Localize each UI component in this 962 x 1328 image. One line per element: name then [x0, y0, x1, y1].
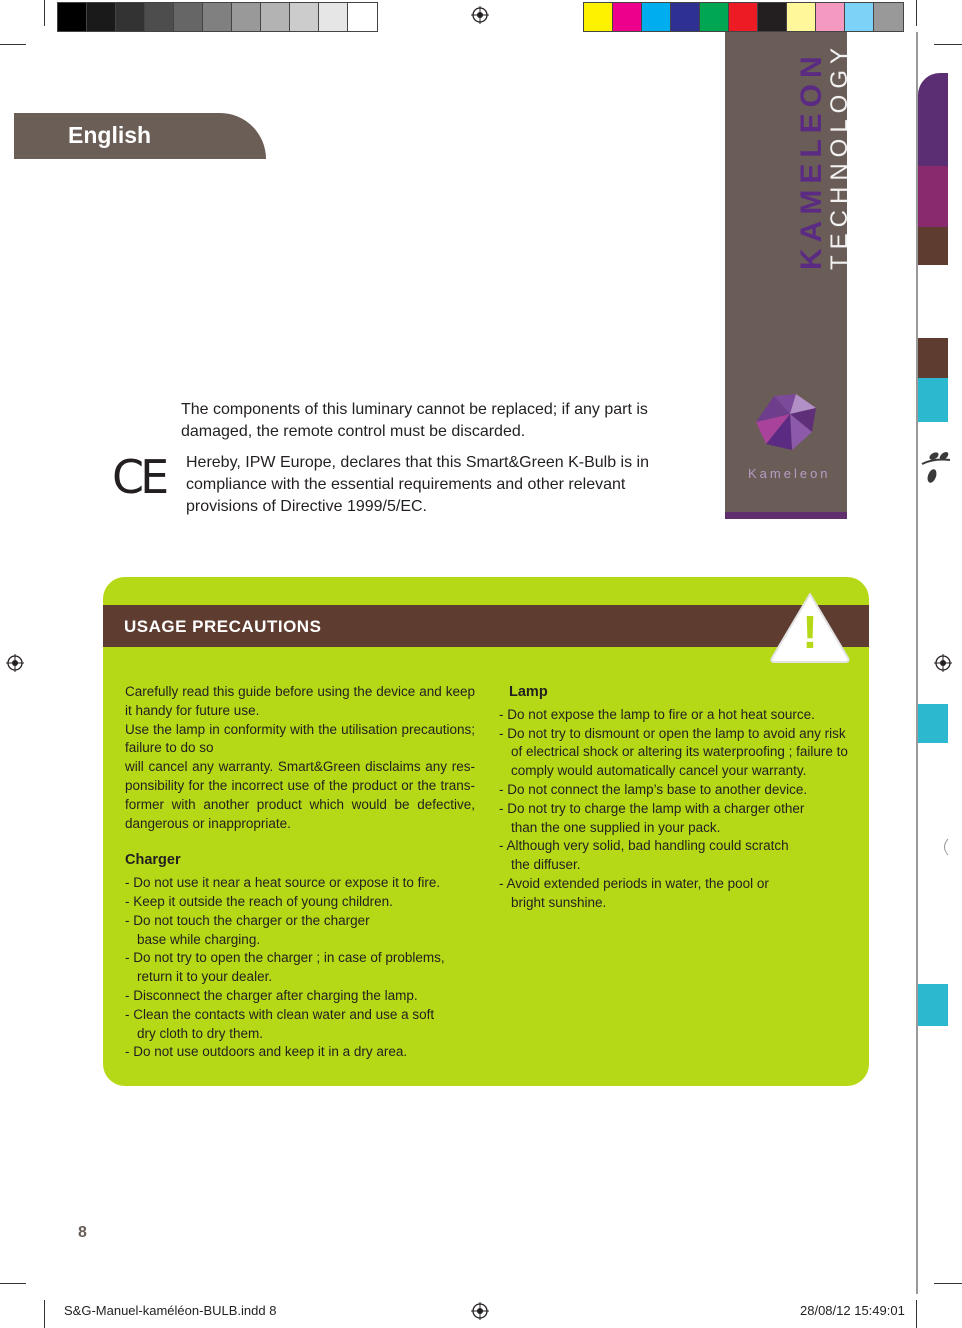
warning-triangle-icon: [768, 590, 852, 664]
list-item: - Do not expose the lamp to fire or a hot heat source.: [499, 706, 815, 722]
list-item: - Do not touch the charger or the charger base while charging.: [125, 912, 370, 947]
lamp-heading: Lamp: [509, 684, 548, 700]
print-timestamp: 28/08/12 15:49:01: [800, 1303, 905, 1318]
list-item: - Clean the contacts with clean water and use a soft dry cloth to dry them.: [125, 1006, 435, 1041]
intro-line: Carefully read this guide before using the device and keep it handy for future use.: [125, 684, 475, 718]
brand-logo-label: Kameleon: [748, 466, 831, 481]
brand-tagline: TECHNOLOGY: [826, 41, 853, 270]
crop-mark: [44, 1300, 45, 1328]
color-swatch: [87, 3, 116, 31]
color-swatch: [729, 3, 758, 31]
crop-mark: [934, 44, 962, 45]
intro-line: Use the lamp in conformity with the utilisation precautions; failure to do so: [125, 721, 475, 756]
color-swatch: [584, 3, 613, 31]
list-item: - Keep it outside the reach of young children.: [125, 893, 393, 909]
color-swatch: [232, 3, 261, 31]
list-item: - Do not try to charge the lamp with a charger other than the one supplied in your pack.: [499, 800, 805, 835]
crop-mark: [934, 1283, 962, 1284]
color-swatch: [671, 3, 700, 31]
conformity-declaration: Hereby, IPW Europe, declares that this Smart&Green K-Bulb is in compliance with the essential requirements and other relevant provisions of Directive 1999/5/EC.: [186, 454, 650, 515]
edge-tab-magenta: [918, 166, 948, 227]
edge-tab-teal: [918, 378, 948, 422]
color-swatch: [874, 3, 903, 31]
brand-panel-accent: [725, 512, 847, 519]
color-swatch: [348, 3, 377, 31]
edge-tab-brown: [918, 227, 948, 265]
color-swatch: [642, 3, 671, 31]
precautions-header: [103, 605, 869, 647]
brand-wordmark: [795, 41, 853, 270]
color-swatch: [58, 3, 87, 31]
registration-mark-icon: [471, 1302, 489, 1320]
intro-line: will cancel any warranty. Smart&Green disclaims any res-ponsibility for the incorrect use of the product or the trans-former with another product which would be defective, dangerous or inappropriate.: [125, 759, 475, 831]
color-swatch: [203, 3, 232, 31]
ce-mark: CE: [112, 450, 166, 504]
color-swatch: [758, 3, 787, 31]
language-tab-label: English: [68, 122, 152, 148]
color-swatch: [319, 3, 348, 31]
crop-mark: [916, 1300, 917, 1328]
color-swatch: [845, 3, 874, 31]
color-swatch: [145, 3, 174, 31]
charger-heading: Charger: [125, 852, 181, 869]
registration-mark-icon: [934, 654, 952, 672]
page-number: 8: [78, 1224, 87, 1241]
registration-mark-icon: [471, 6, 489, 24]
color-swatch-bar: [583, 2, 904, 32]
language-tab: [14, 113, 266, 159]
list-item: - Disconnect the charger after charging the lamp.: [125, 987, 418, 1003]
parenthesis-mark-icon: [940, 838, 950, 856]
color-swatch: [261, 3, 290, 31]
gray-swatch-bar: [57, 2, 378, 32]
color-swatch: [787, 3, 816, 31]
list-item: - Do not try to open the charger ; in case of problems, return it to your dealer.: [125, 950, 445, 985]
precautions-left-column: [125, 683, 475, 1062]
color-swatch: [613, 3, 642, 31]
edge-tab-brown: [918, 338, 948, 378]
precautions-intro: [125, 683, 475, 833]
edge-tab-purple: [918, 73, 948, 166]
list-item: - Although very solid, bad handling could scratch the diffuser.: [499, 838, 789, 873]
color-swatch: [816, 3, 845, 31]
file-slug: S&G-Manuel-kaméléon-BULB.indd 8: [64, 1303, 277, 1318]
color-swatch: [700, 3, 729, 31]
components-note: The components of this luminary cannot be replaced; if any part is damaged, the remote control must be discarded.: [181, 401, 648, 440]
crop-mark: [0, 44, 26, 45]
edge-tab-teal: [918, 984, 948, 1026]
registration-mark-icon: [6, 654, 24, 672]
crop-mark: [916, 0, 917, 26]
list-item: - Avoid extended periods in water, the pool or bright sunshine.: [499, 875, 769, 910]
list-item: - Do not use outdoors and keep it in a dry area.: [125, 1044, 408, 1060]
precautions-right-column: [499, 665, 848, 913]
leaf-icon: [920, 448, 954, 492]
color-swatch: [116, 3, 145, 31]
warning-symbol: !: [802, 606, 818, 658]
crop-mark: [44, 0, 45, 26]
kameleon-logo-icon: [752, 392, 822, 454]
edge-tab-teal: [918, 704, 948, 743]
precautions-title: USAGE PRECAUTIONS: [124, 617, 322, 636]
brand-name: KAMELEON: [795, 50, 828, 270]
list-item: - Do not try to dismount or open the lamp to avoid any risk of electrical shock or altering its waterproofing ; failure to comply would automatically cancel your warranty.: [499, 725, 848, 779]
crop-mark: [0, 1283, 26, 1284]
color-swatch: [174, 3, 203, 31]
color-swatch: [290, 3, 319, 31]
list-item: - Do not connect the lamp’s base to another device.: [499, 781, 808, 797]
list-item: - Do not use it near a heat source or expose it to fire.: [125, 875, 441, 891]
